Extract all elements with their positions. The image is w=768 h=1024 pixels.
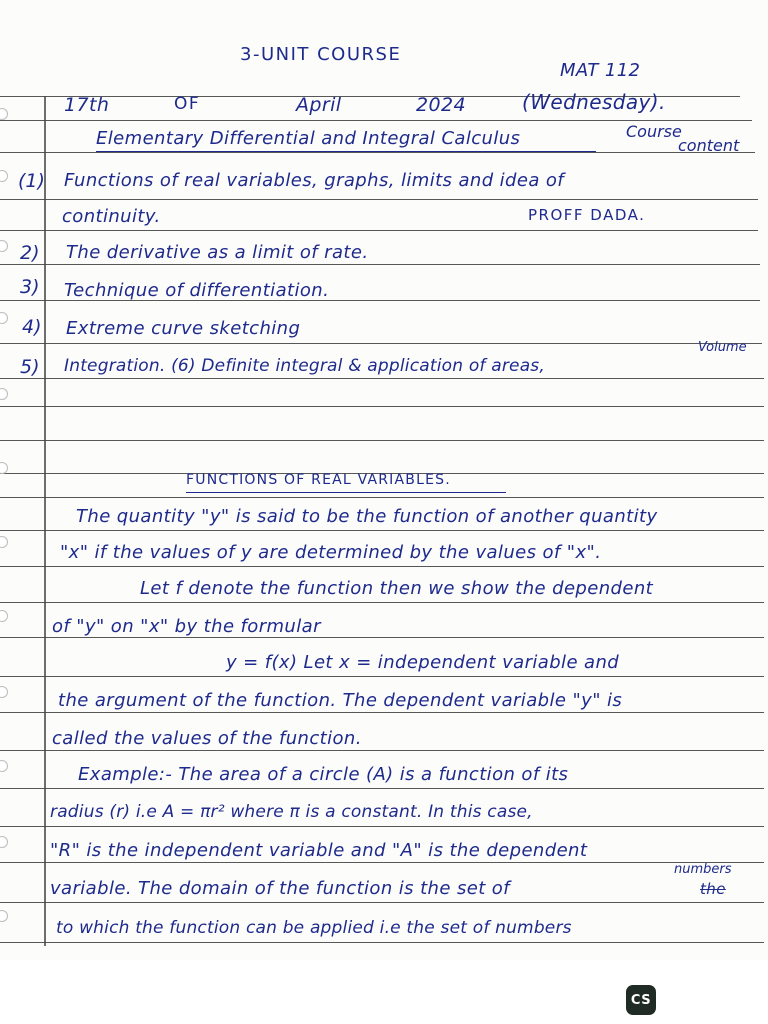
binder-hole: [0, 108, 8, 120]
ruled-line: [0, 264, 760, 265]
content-number: (1): [18, 170, 45, 192]
body-line: "R" is the independent variable and "A" is the dependent: [50, 840, 588, 861]
body-line: "x" if the values of y are determined by the values of "x".: [60, 542, 602, 563]
body-line: radius (r) i.e A = πr² where π is a constant. In this case,: [50, 802, 533, 822]
ruled-line: [0, 942, 764, 943]
body-line: y = f(x) Let x = independent variable and: [226, 652, 620, 673]
content-item: continuity.: [62, 206, 161, 227]
ruled-line: [0, 602, 764, 603]
camscanner-logo: CS: [626, 985, 656, 1015]
course-heading: Elementary Differential and Integral Calculus: [96, 128, 521, 149]
content-number: 5): [20, 356, 40, 378]
section-title: FUNCTIONS OF REAL VARIABLES.: [186, 472, 451, 488]
body-line: Example:- The area of a circle (A) is a function of its: [78, 764, 569, 785]
body-line: of "y" on "x" by the formular: [52, 616, 321, 637]
ruled-line: [0, 676, 764, 677]
ruled-line: [0, 902, 764, 903]
binder-hole: [0, 836, 8, 848]
lecturer-name: PROFF DADA.: [528, 206, 646, 224]
ruled-line: [0, 378, 764, 379]
margin-line: [44, 96, 46, 946]
struck-word: the: [700, 880, 726, 898]
binder-hole: [0, 610, 8, 622]
ruled-line: [0, 566, 764, 567]
content-number: 2): [20, 242, 40, 264]
ruled-line: [0, 862, 764, 863]
course-code: MAT 112: [560, 60, 641, 81]
content-item: The derivative as a limit of rate.: [66, 242, 369, 263]
course-content-note-top: Course: [626, 122, 682, 141]
content-item: Functions of real variables, graphs, limits and idea of: [64, 170, 565, 191]
content-number: 4): [22, 316, 42, 338]
date-weekday: (Wednesday).: [522, 90, 666, 114]
date-year: 2024: [416, 94, 466, 116]
body-line: the argument of the function. The dependent variable "y" is: [58, 690, 623, 711]
date-month: April: [296, 94, 342, 116]
course-content-note-bottom: content: [678, 136, 740, 155]
ruled-line: [0, 230, 758, 231]
content-item: Extreme curve sketching: [66, 318, 301, 339]
body-line: variable. The domain of the function is the set of: [50, 878, 510, 899]
content-item: Integration. (6) Definite integral & application of areas,: [64, 356, 545, 376]
binder-hole: [0, 170, 8, 182]
content-item: Technique of differentiation.: [64, 280, 330, 301]
ruled-line: [0, 199, 758, 200]
ruled-line: [0, 530, 764, 531]
body-line: Let f denote the function then we show the dependent: [140, 578, 654, 599]
ruled-line: [0, 497, 764, 498]
binder-hole: [0, 388, 8, 400]
binder-hole: [0, 910, 8, 922]
ruled-line: [0, 826, 764, 827]
date-day: 17th: [64, 94, 110, 116]
ruled-line: [0, 750, 764, 751]
ruled-line: [0, 152, 755, 153]
ruled-line: [0, 406, 764, 407]
binder-hole: [0, 240, 8, 252]
binder-hole: [0, 536, 8, 548]
heading-underline: [96, 151, 596, 152]
body-line: called the values of the function.: [52, 728, 362, 749]
inserted-word: numbers: [674, 862, 732, 877]
date-of: OF: [174, 94, 201, 114]
body-line: to which the function can be applied i.e the set of numbers: [56, 918, 572, 938]
binder-hole: [0, 312, 8, 324]
binder-hole: [0, 686, 8, 698]
ruled-line: [0, 440, 764, 441]
ruled-line: [0, 343, 762, 344]
section-title-underline: [186, 492, 506, 493]
ruled-line: [0, 637, 764, 638]
body-line: The quantity "y" is said to be the function of another quantity: [76, 506, 658, 527]
ruled-line: [0, 120, 752, 121]
ruled-line: [0, 712, 764, 713]
ruled-line: [0, 788, 764, 789]
content-number: 3): [20, 276, 40, 298]
binder-hole: [0, 760, 8, 772]
volume-note: Volume: [698, 340, 747, 355]
course-title: 3-UNIT COURSE: [240, 44, 402, 65]
